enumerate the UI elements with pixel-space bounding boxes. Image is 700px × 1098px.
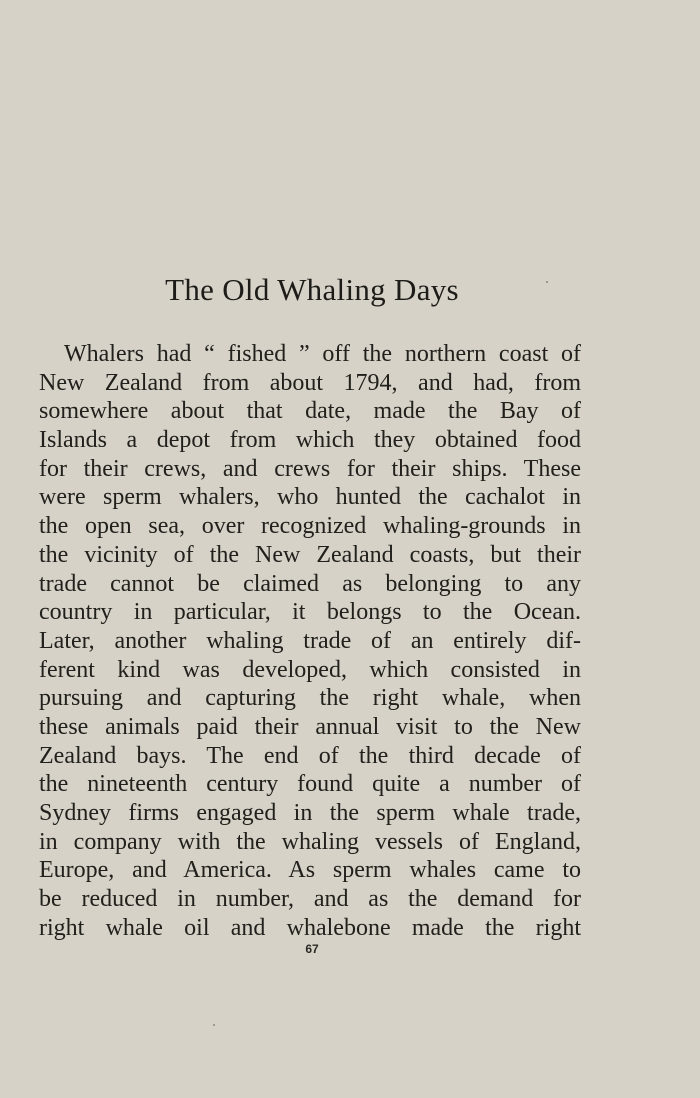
- text-line: the nineteenth century found quite a number of: [39, 771, 581, 798]
- text-line: Sydney firms engaged in the sperm whale trade,: [39, 800, 581, 826]
- text-line: these animals paid their annual visit to the New: [39, 713, 581, 740]
- paper-speck: [213, 1024, 215, 1026]
- text-line: were sperm whalers, who hunted the cachalot in: [39, 484, 581, 511]
- text-line: the open sea, over recognized whaling-grounds in: [39, 513, 581, 540]
- text-line: right whale oil and whalebone made the right: [39, 914, 581, 941]
- paper-speck: [546, 281, 548, 283]
- text-line: trade cannot be claimed as belonging to any: [39, 570, 581, 597]
- body-text: [39, 340, 581, 942]
- text-line: Whalers had “ fished ” off the northern coast of: [64, 341, 581, 367]
- text-line: Europe, and America. As sperm whales came to: [39, 857, 581, 884]
- text-line: New Zealand from about 1794, and had, from: [39, 369, 581, 396]
- text-line: Later, another whaling trade of an entirely dif-: [39, 627, 581, 654]
- page-number: 67: [305, 942, 319, 956]
- text-line: pursuing and capturing the right whale, when: [39, 685, 581, 712]
- text-line: somewhere about that date, made the Bay of: [39, 398, 581, 425]
- text-line: be reduced in number, and as the demand for: [39, 886, 581, 913]
- text-line: for their crews, and crews for their ships. These: [39, 455, 581, 482]
- text-line: Zealand bays. The end of the third decade of: [39, 742, 581, 769]
- text-line: in company with the whaling vessels of England,: [39, 828, 581, 855]
- text-line: Islands a depot from which they obtained food: [39, 427, 581, 454]
- chapter-title: The Old Whaling Days: [165, 272, 459, 307]
- text-line: the vicinity of the New Zealand coasts, but their: [39, 541, 581, 568]
- text-line: ferent kind was developed, which consisted in: [39, 656, 581, 683]
- text-line: country in particular, it belongs to the Ocean.: [39, 599, 581, 626]
